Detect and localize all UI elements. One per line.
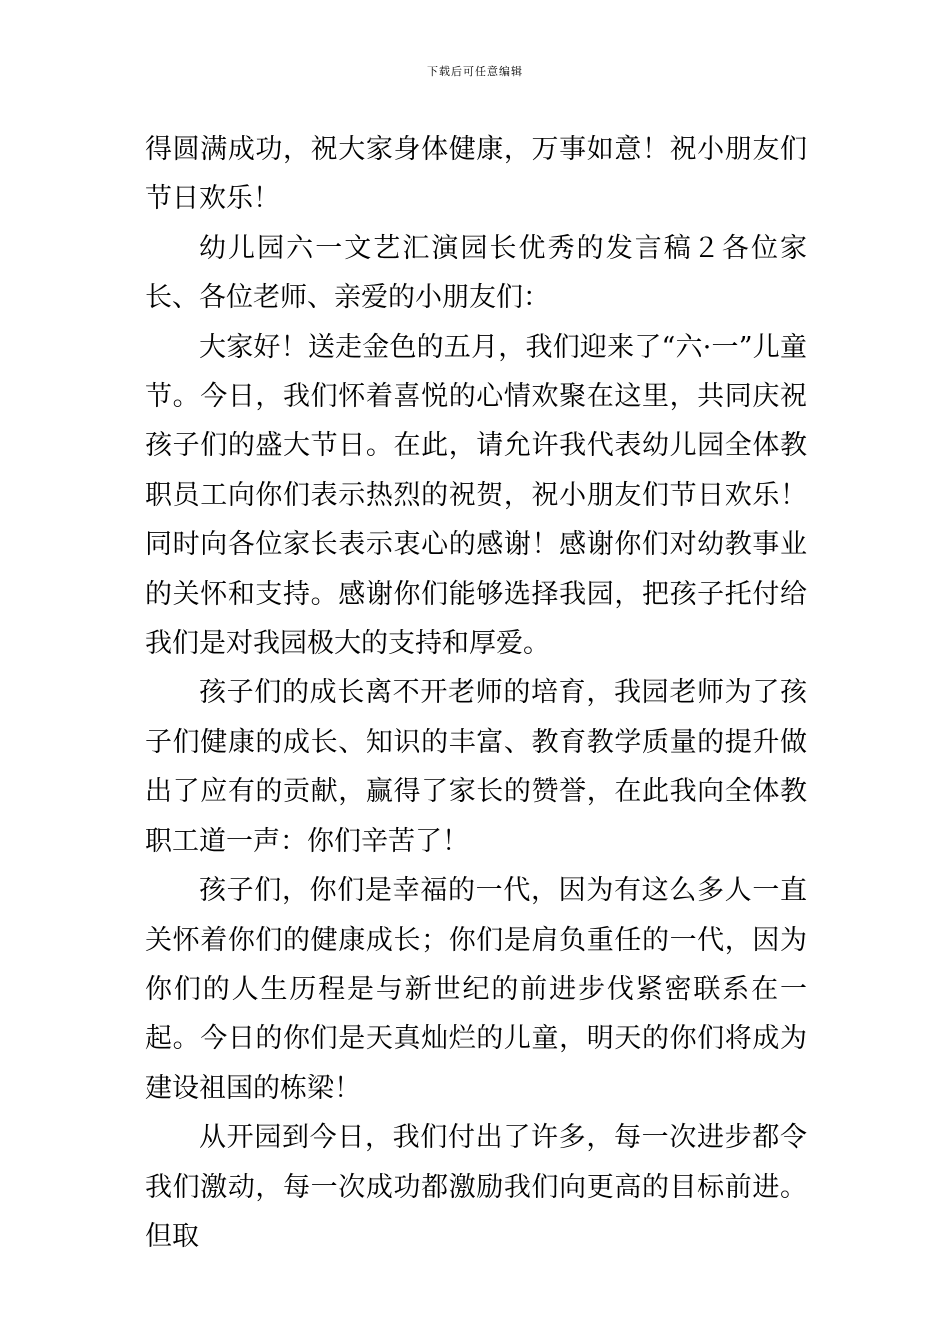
paragraph-children: 孩子们，你们是幸福的一代，因为有这么多人一直关怀着你们的健康成长；你们是肩负重任的一代，因为你们的人生历程是与新世纪的前进步伐紧密联系在一起。今日的你们是天真灿烂的儿童，明天的你们将成为建设祖国的栋梁！ — [145, 875, 807, 1104]
paragraph-greeting: 大家好！送走金色的五月，我们迎来了“六·一”儿童节。今日，我们怀着喜悦的心情欢聚在这里，共同庆祝孩子们的盛大节日。在此，请允许我代表幼儿园全体教职员工向你们表示热烈的祝贺，祝小朋友们节日欢乐！同时向各位家长表示衷心的感谢！感谢你们对幼教事业的关怀和支持。感谢你们能够选择我园，把孩子托付给我们是对我园极大的支持和厚爱。 — [145, 331, 807, 660]
paragraph-teachers: 孩子们的成长离不开老师的培育，我园老师为了孩子们健康的成长、知识的丰富、教育教学质量的提升做出了应有的贡献，赢得了家长的赞誉，在此我向全体教职工道一声：你们辛苦了！ — [145, 677, 807, 857]
page-header-note: 下载后可任意编辑 — [427, 65, 523, 78]
paragraph-progress: 从开园到今日，我们付出了许多，每一次进步都令我们激动，每一次成功都激励我们向更高的目标前进。但取 — [145, 1122, 807, 1252]
paragraph-speech-title: 幼儿园六一文艺汇演园长优秀的发言稿２各位家长、各位老师、亲爱的小朋友们： — [145, 232, 807, 314]
document-body — [145, 125, 807, 1261]
paragraph-continuation: 得圆满成功，祝大家身体健康，万事如意！祝小朋友们节日欢乐！ — [145, 134, 807, 215]
